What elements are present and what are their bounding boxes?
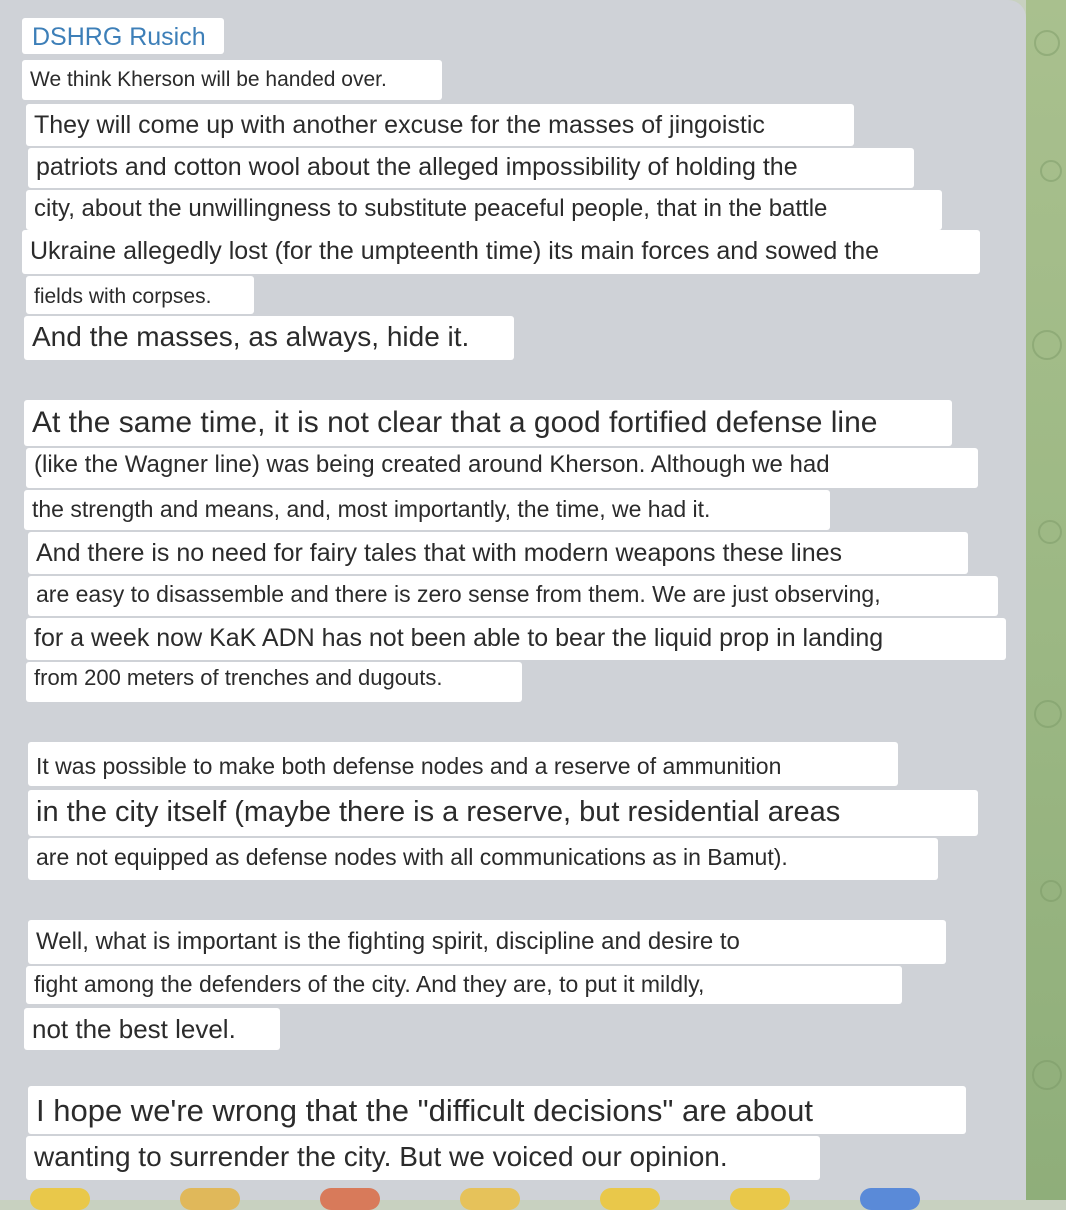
message-line: from 200 meters of trenches and dugouts. <box>26 662 522 702</box>
reaction-emoji-icon[interactable] <box>320 1188 380 1210</box>
wallpaper-doodle-icon <box>1034 700 1062 728</box>
message-line: Ukraine allegedly lost (for the umpteenth time) its main forces and sowed the <box>22 230 980 274</box>
reactions-bar <box>30 1188 930 1200</box>
message-line: They will come up with another excuse for the masses of jingoistic <box>26 104 854 146</box>
message-line: are easy to disassemble and there is zero sense from them. We are just observing, <box>28 576 998 616</box>
message-line: wanting to surrender the city. But we voiced our opinion. <box>26 1136 820 1180</box>
wallpaper-doodle-icon <box>1040 160 1062 182</box>
message-line: It was possible to make both defense nodes and a reserve of ammunition <box>28 742 898 786</box>
chat-wallpaper <box>1026 0 1066 1200</box>
wallpaper-doodle-icon <box>1032 330 1062 360</box>
message-line: At the same time, it is not clear that a good fortified defense line <box>24 400 952 446</box>
message-line: And there is no need for fairy tales that with modern weapons these lines <box>28 532 968 574</box>
message-line: patriots and cotton wool about the alleged impossibility of holding the <box>28 148 914 188</box>
wallpaper-doodle-icon <box>1034 30 1060 56</box>
reaction-emoji-icon[interactable] <box>180 1188 240 1210</box>
wallpaper-doodle-icon <box>1040 880 1062 902</box>
message-line: for a week now KaK ADN has not been able to bear the liquid prop in landing <box>26 618 1006 660</box>
message-line: We think Kherson will be handed over. <box>22 60 442 100</box>
message-line: Well, what is important is the fighting spirit, discipline and desire to <box>28 920 946 964</box>
wallpaper-doodle-icon <box>1032 1060 1062 1090</box>
message-line: fields with corpses. <box>26 276 254 314</box>
reaction-emoji-icon[interactable] <box>600 1188 660 1210</box>
reaction-emoji-icon[interactable] <box>30 1188 90 1210</box>
message-line: fight among the defenders of the city. And they are, to put it mildly, <box>26 966 902 1004</box>
reaction-emoji-icon[interactable] <box>730 1188 790 1210</box>
reaction-emoji-icon[interactable] <box>460 1188 520 1210</box>
message-line: And the masses, as always, hide it. <box>24 316 514 360</box>
message-line: I hope we're wrong that the "difficult decisions" are about <box>28 1086 966 1134</box>
message-line: city, about the unwillingness to substitute peaceful people, that in the battle <box>26 190 942 230</box>
reaction-emoji-icon[interactable] <box>860 1188 920 1210</box>
message-line: not the best level. <box>24 1008 280 1050</box>
message-line: are not equipped as defense nodes with all communications as in Bamut). <box>28 838 938 880</box>
message-line: in the city itself (maybe there is a reserve, but residential areas <box>28 790 978 836</box>
wallpaper-doodle-icon <box>1038 520 1062 544</box>
message-line: the strength and means, and, most importantly, the time, we had it. <box>24 490 830 530</box>
channel-name[interactable]: DSHRG Rusich <box>22 18 224 54</box>
message-line: (like the Wagner line) was being created around Kherson. Although we had <box>26 448 978 488</box>
